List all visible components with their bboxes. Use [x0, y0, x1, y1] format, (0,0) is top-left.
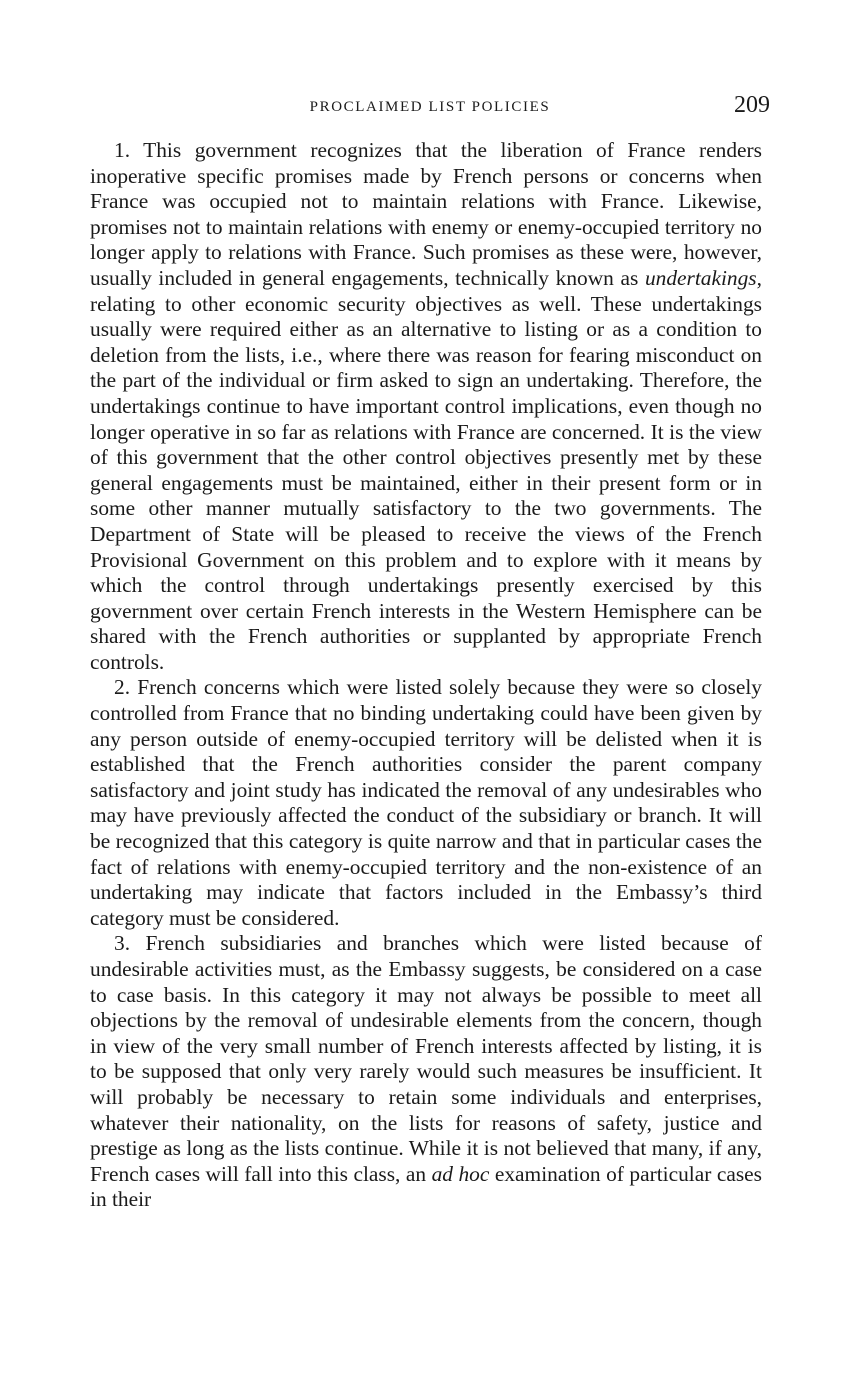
paragraph-1-text-start: This government recognizes that the liberation of France renders inoperative specific promises made by French persons or concerns when France was occupied not to maintain relations with France. Likewise, promises not to maintain relations with enemy or enemy-occupied territory no longer apply to relations with France. Such promises as these were, however, usually included in general engagements, technically known as — [90, 138, 762, 290]
body-text — [90, 138, 762, 1213]
paragraph-2-text: French concerns which were listed solely because they were so closely controlled from France that no binding undertaking could have been given by any person outside of enemy-occupied territory will be delisted when it is established that the French authorities consider the parent company satisfactory and joint study has indicated the removal of any undesirables who may have previously affected the conduct of the subsidiary or branch. It will be recognized that this category is quite narrow and that in particular cases the fact of relations with enemy-occupied territory and the non-existence of an undertaking may indicate that factors included in the Embassy’s third category must be considered. — [90, 675, 762, 930]
paragraph-3-text-start: French subsidiaries and branches which were listed because of undesirable activities must, as the Embassy suggests, be considered on a case to case basis. In this category it may not always be possible to meet all objections by the removal of undesirable elements from the concern, though in view of the very small number of French interests affected by listing, it is to be supposed that only very rarely would such measures be insufficient. It will probably be necessary to retain some individuals and enterprises, whatever their nationality, on the lists for reasons of safety, justice and prestige as long as the lists continue. While it is not believed that many, if any, French cases will fall into this class, an — [90, 931, 762, 1186]
paragraph-3-number: 3. — [114, 931, 131, 956]
paragraph-2-number: 2. — [114, 675, 131, 700]
paragraph-1-italic-term: undertakings — [644, 265, 757, 290]
paragraph-1 — [90, 138, 762, 675]
running-title: PROCLAIMED LIST POLICIES — [309, 99, 551, 115]
paragraph-3-italic-term: ad hoc — [431, 1161, 490, 1186]
paragraph-3-text-end: examination of particular cases in their — [90, 1161, 762, 1212]
running-head — [90, 92, 770, 126]
paragraph-1-number: 1. — [114, 138, 131, 162]
paragraph-3 — [90, 931, 762, 1213]
paragraph-2 — [90, 675, 762, 931]
paragraph-1-text-end: , relating to other economic security objectives as well. These undertakings usually were required either as an alternative to listing or as a condition to deletion from the lists, i.e., where there was reason for fearing misconduct on the part of the individual or firm asked to sign an undertaking. Therefore, the undertakings continue to have important control implications, even though no longer operative in so far as relations with France are concerned. It is the view of this government that the other control objectives presently met by these general engagements must be maintained, either in their present form or in some other manner mutually satisfactory to the two governments. The Department of State will be pleased to receive the views of the French Provisional Government on this problem and to explore with it means by which the control through undertakings presently exercised by this government over certain French interests in the Western Hemisphere can be shared with the French authorities or supplanted by appropriate French controls. — [90, 265, 762, 674]
page-number: 209 — [734, 92, 770, 118]
